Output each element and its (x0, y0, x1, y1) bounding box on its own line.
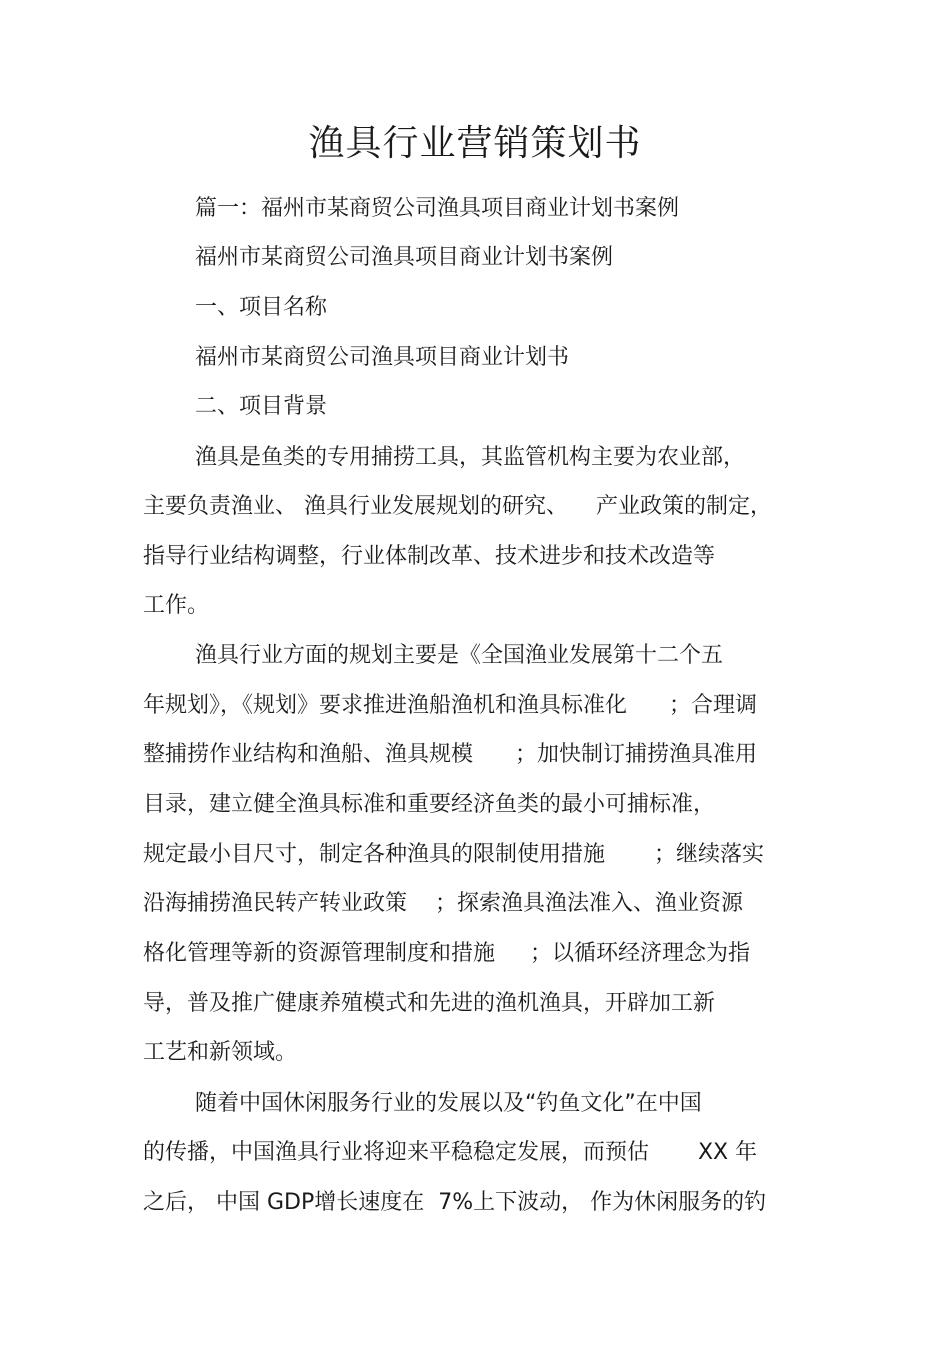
body-line: 之后， 中国 GDP增长速度在 7%上下波动， 作为休闲服务的钓 (143, 1190, 767, 1215)
section-heading: 一、项目名称 (195, 295, 328, 320)
body-line: 年规划》，《规划》要求推进渔船渔机和渔具标准化 ；合理调 (143, 693, 757, 718)
body-line: 工艺和新领域。 (143, 1040, 298, 1065)
body-line: 沿海捕捞渔民转产转业政策 ；探索渔具渔法准入、渔业资源 (143, 891, 743, 916)
section-heading: 二、项目背景 (195, 394, 328, 419)
section-heading: 篇一：福州市某商贸公司渔具项目商业计划书案例 (195, 196, 680, 221)
body-line: 福州市某商贸公司渔具项目商业计划书 (195, 345, 570, 370)
body-line: 格化管理等新的资源管理制度和措施 ；以循环经济理念为指 (143, 941, 750, 966)
body-line: 目录，建立健全渔具标准和重要经济鱼类的最小可捕标准， (143, 792, 716, 817)
subtitle-line: 福州市某商贸公司渔具项目商业计划书案例 (195, 245, 614, 270)
body-line: 渔具是鱼类的专用捕捞工具，其监管机构主要为农业部， (195, 445, 746, 470)
body-line: 随着中国休闲服务行业的发展以及“钓鱼文化”在中国 (195, 1091, 702, 1116)
body-line: 整捕捞作业结构和渔船、渔具规模 ；加快制订捕捞渔具准用 (143, 742, 757, 767)
body-line: 工作。 (143, 593, 210, 618)
body-line: 规定最小目尺寸，制定各种渔具的限制使用措施 ；继续落实 (143, 842, 764, 867)
body-line: 指导行业结构调整，行业体制改革、技术进步和技术改造等 (143, 544, 716, 569)
body-line: 导，普及推广健康养殖模式和先进的渔机渔具，开辟加工新 (143, 991, 716, 1016)
body-line: 的传播，中国渔具行业将迎来平稳稳定发展，而预估 XX 年 (143, 1140, 758, 1165)
body-line: 渔具行业方面的规划主要是《全国渔业发展第十二个五 (195, 643, 724, 668)
body-line: 主要负责渔业、 渔具行业发展规划的研究、 产业政策的制定， (143, 494, 772, 519)
document-title: 渔具行业营销策划书 (308, 123, 642, 164)
